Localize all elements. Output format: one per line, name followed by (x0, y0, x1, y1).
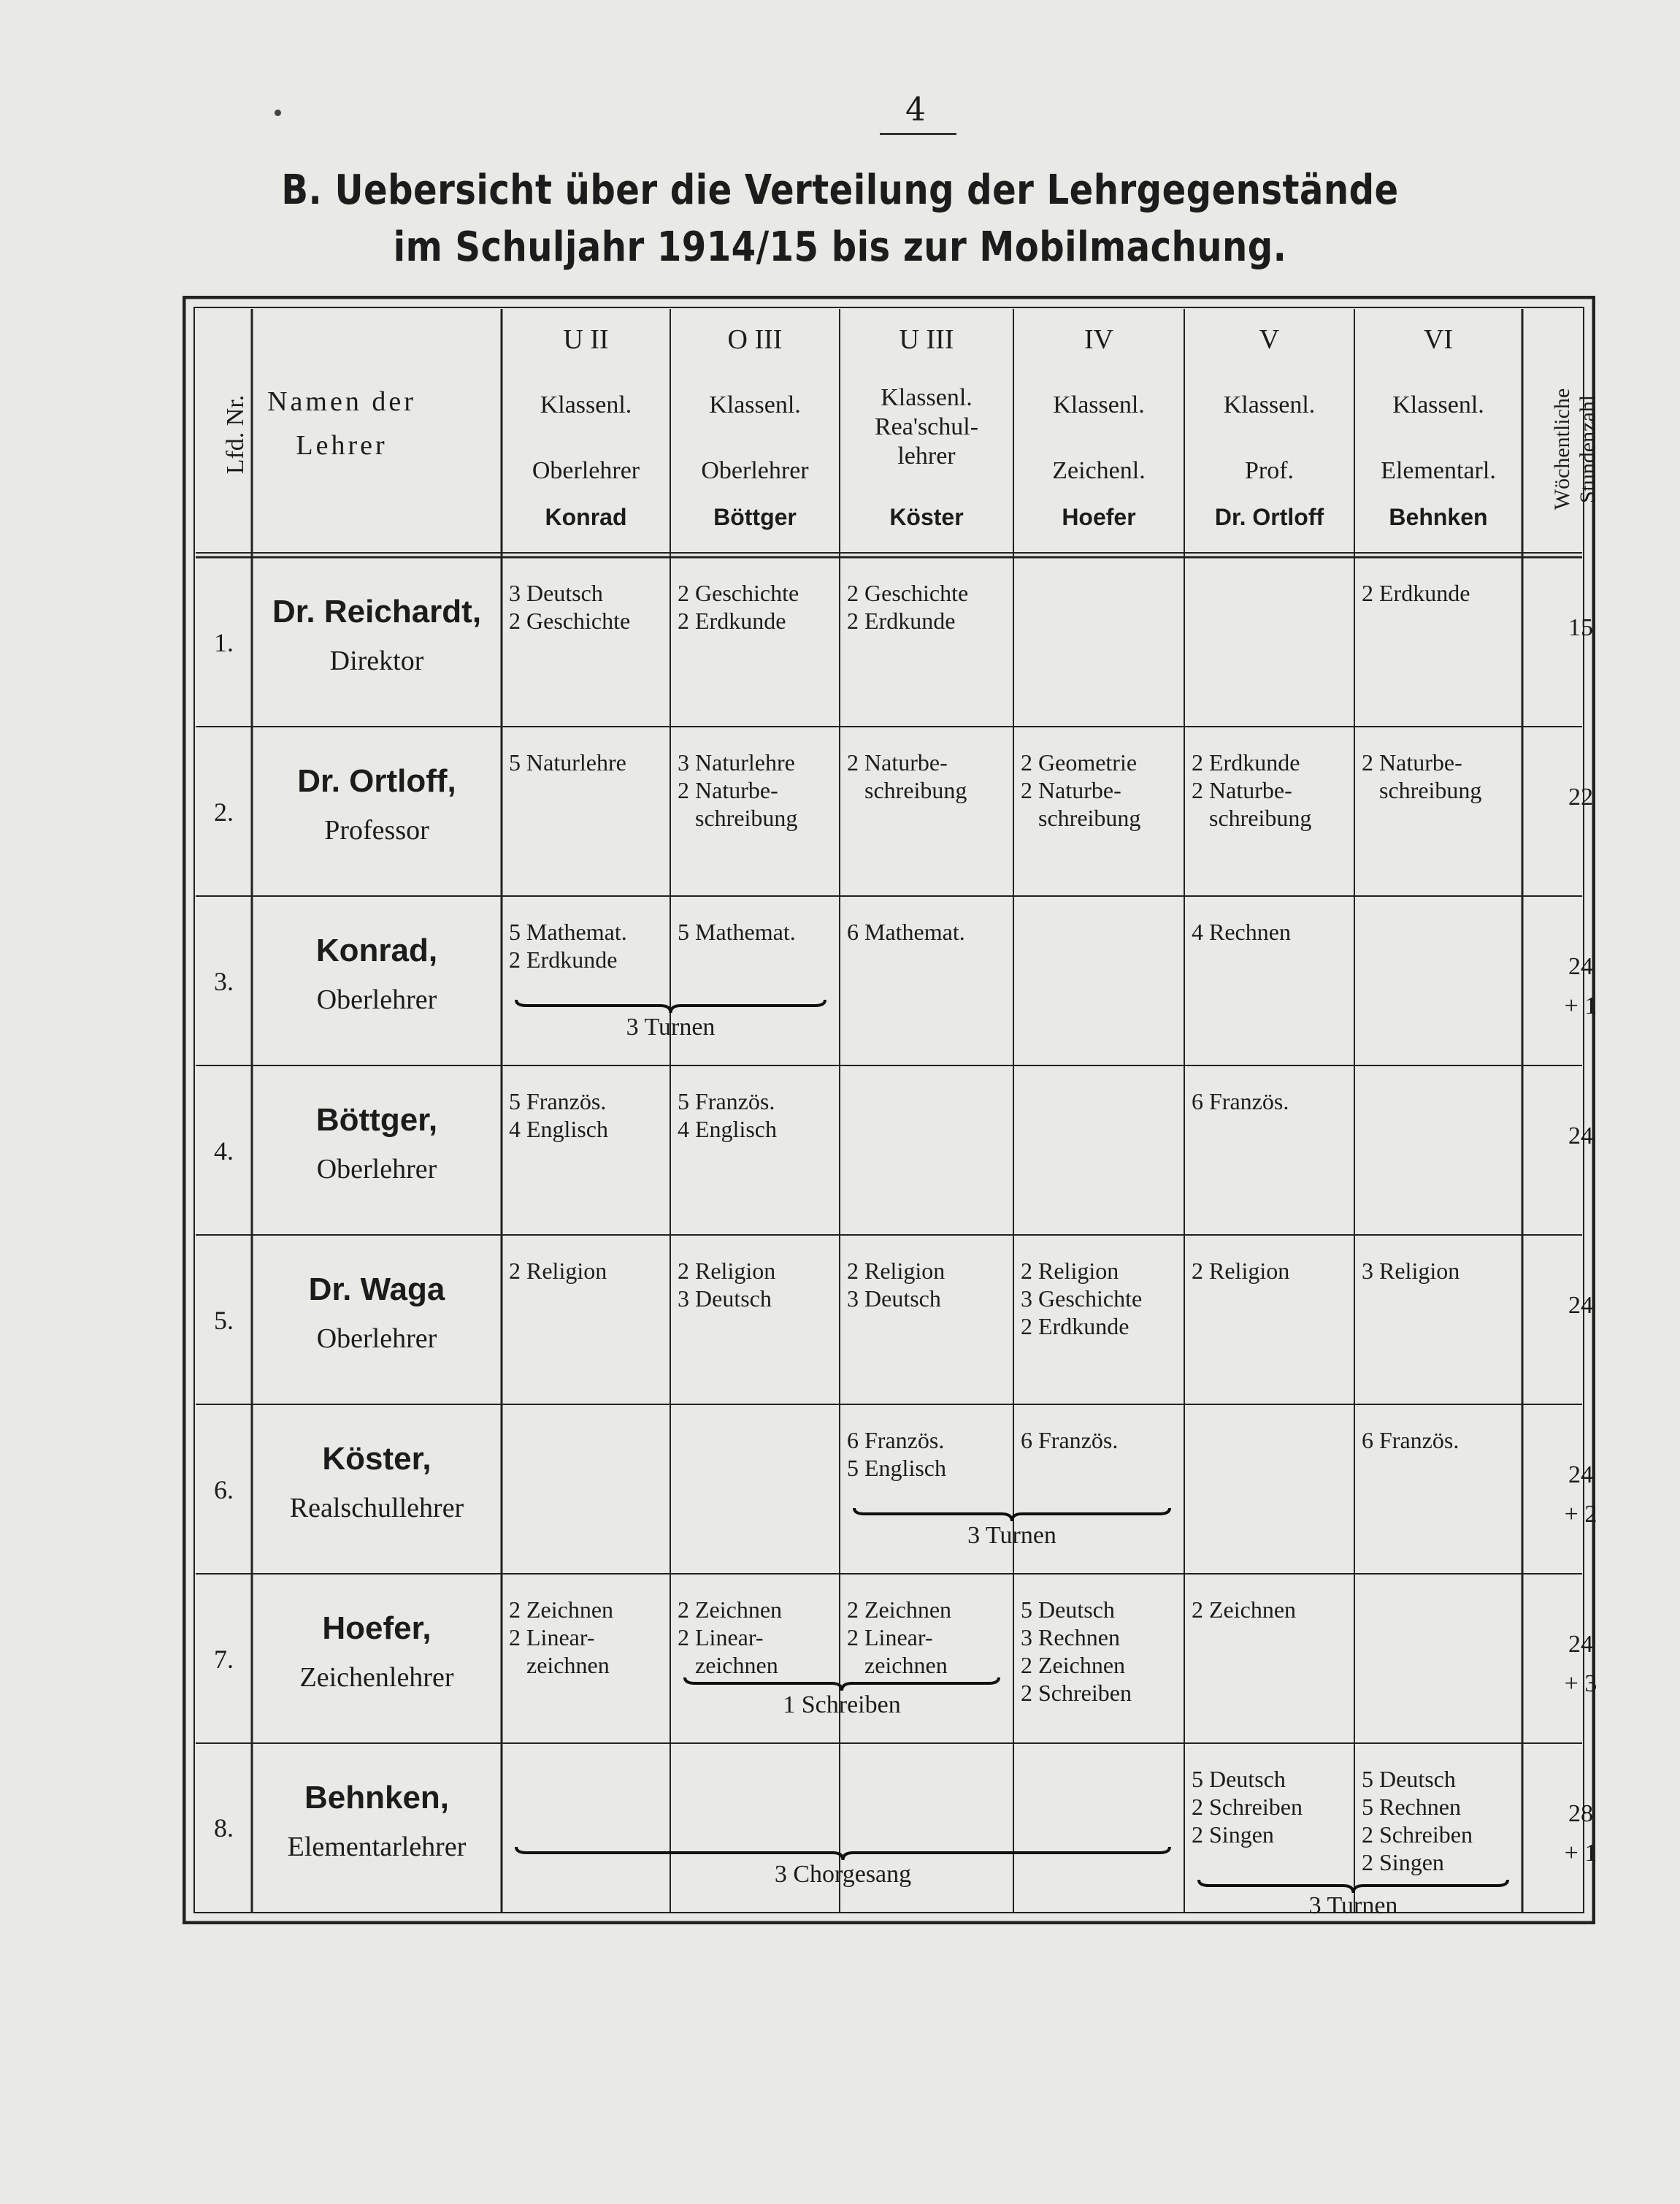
title-line-2: im Schuljahr 1914/15 bis zur Mobilmachung. (393, 223, 1287, 271)
teacher-role: Realschullehrer (289, 1493, 464, 1523)
shared-lesson: 3 Turnen (1308, 1892, 1398, 1919)
weekly-total: 24 + 1 (1564, 953, 1597, 1019)
weekly-total: 28 + 1 (1564, 1800, 1597, 1867)
class-teacher-name: Dr. Ortloff (1214, 504, 1324, 530)
subject-cell: 2 Religion 3 Deutsch (847, 1258, 946, 1312)
weekly-total: 22 (1568, 784, 1593, 811)
subject-cell: 2 Zeichnen (1192, 1596, 1297, 1623)
ink-dot (275, 110, 281, 116)
class-teacher-name: Böttger (713, 504, 797, 530)
subject-cell: 5 Naturlehre (509, 749, 626, 776)
subject-cell: 5 Mathemat. (678, 919, 796, 945)
header-names-line1: Namen der (267, 386, 416, 417)
subject-cell: 6 Französ. (1362, 1427, 1460, 1453)
subject-cell: 2 Geometrie 2 Naturbe- schreibung (1021, 749, 1141, 831)
shared-lesson: 3 Chorgesang (774, 1861, 912, 1888)
row-number: 6. (214, 1475, 234, 1504)
header-names-line2: Lehrer (296, 430, 388, 461)
class-teacher-name: Konrad (545, 504, 627, 530)
subject-cell: 2 Zeichnen 2 Linear- zeichnen (509, 1596, 614, 1678)
title-line-1: B. Uebersicht über die Verteilung der Lehrgegenstände (281, 167, 1399, 214)
class-teacher-title: Prof. (1244, 457, 1294, 484)
subject-cell: 2 Erdkunde 2 Naturbe- schreibung (1192, 749, 1312, 831)
subject-cell: 6 Französ. (1192, 1088, 1289, 1114)
subject-cell: 2 Zeichnen 2 Linear- zeichnen (847, 1596, 952, 1678)
row-number: 8. (214, 1813, 234, 1843)
header-total-line2: Stundenzahl (1576, 394, 1600, 504)
teacher-name: Konrad, (315, 933, 438, 968)
brace-mark (516, 1847, 1170, 1860)
class-teacher-title: Oberlehrer (532, 457, 640, 484)
class-name: V (1259, 324, 1280, 355)
subject-cell: 2 Geschichte 2 Erdkunde (847, 580, 969, 634)
class-teacher-name: Köster (889, 504, 964, 530)
teacher-name: Dr. Waga (308, 1271, 445, 1307)
subject-cell: 2 Religion (509, 1258, 607, 1284)
subject-cell: 2 Zeichnen 2 Linear- zeichnen (678, 1596, 783, 1678)
teacher-name: Dr. Reichardt, (272, 594, 482, 630)
row-number: 3. (214, 967, 234, 996)
weekly-total: 24 + 2 (1564, 1461, 1597, 1528)
row-number: 4. (214, 1136, 234, 1166)
shared-lesson: 3 Turnen (626, 1014, 716, 1041)
class-teacher-title: Klassenl. (881, 384, 973, 411)
header-total-line1: Wöchentliche (1550, 388, 1574, 510)
teacher-role: Zeichenlehrer (299, 1662, 454, 1693)
class-teacher-title: Zeichenl. (1052, 457, 1146, 484)
subject-cell: 5 Deutsch 5 Rechnen 2 Schreiben 2 Singen (1362, 1766, 1473, 1875)
teacher-name: Behnken, (304, 1780, 450, 1815)
teacher-role: Oberlehrer (316, 1154, 437, 1185)
class-name: O III (727, 324, 783, 355)
subject-cell: 5 Deutsch 2 Schreiben 2 Singen (1192, 1766, 1303, 1848)
subject-cell: 3 Naturlehre 2 Naturbe- schreibung (678, 749, 798, 831)
row-number: 5. (214, 1306, 234, 1335)
teacher-name: Böttger, (315, 1102, 438, 1138)
brace-mark (685, 1677, 999, 1691)
subject-cell: 2 Naturbe- schreibung (1362, 749, 1482, 803)
teacher-role: Elementarlehrer (287, 1832, 467, 1862)
subject-cell: 2 Naturbe- schreibung (847, 749, 967, 803)
class-teacher-title: Klassenl. (1053, 391, 1145, 418)
distribution-table (183, 296, 1600, 1924)
class-teacher-name: Behnken (1389, 504, 1488, 530)
subject-cell: 3 Deutsch 2 Geschichte (509, 580, 631, 634)
subject-cell: 5 Mathemat. 2 Erdkunde (509, 919, 627, 973)
subject-cell: 6 Mathemat. (847, 919, 965, 945)
teacher-name: Köster, (322, 1441, 431, 1477)
weekly-total: 24 + 3 (1564, 1631, 1597, 1697)
class-teacher-title: Klassenl. (1392, 391, 1484, 418)
subject-cell: 3 Religion (1362, 1258, 1460, 1284)
teacher-role: Direktor (329, 646, 424, 676)
subject-cell: 2 Erdkunde (1362, 580, 1470, 606)
class-name: VI (1423, 324, 1454, 355)
teacher-role: Oberlehrer (316, 1323, 437, 1354)
class-name: U II (563, 324, 609, 355)
page-number-rule (880, 133, 956, 135)
brace-mark (854, 1508, 1170, 1521)
subject-cell: 2 Religion 3 Deutsch (678, 1258, 776, 1312)
shared-lesson: 1 Schreiben (783, 1691, 901, 1718)
class-teacher-title: Elementarl. (1381, 457, 1496, 484)
row-number: 2. (214, 797, 234, 827)
shared-lesson: 3 Turnen (967, 1522, 1056, 1549)
subject-cell: 2 Religion 3 Geschichte 2 Erdkunde (1021, 1258, 1143, 1339)
class-teacher-title: Klassenl. (709, 391, 801, 418)
subject-cell: 2 Religion (1192, 1258, 1290, 1284)
weekly-total: 24 (1568, 1122, 1593, 1149)
page-number: 4 (905, 91, 926, 129)
teacher-role: Oberlehrer (316, 984, 437, 1015)
subject-cell: 6 Französ. (1021, 1427, 1119, 1453)
class-teacher-name: Hoefer (1062, 504, 1136, 530)
subject-cell: 2 Geschichte 2 Erdkunde (678, 580, 799, 634)
row-number: 1. (214, 628, 234, 657)
class-name: U III (899, 324, 954, 355)
subject-cell: 5 Deutsch 3 Rechnen 2 Zeichnen 2 Schreiben (1021, 1596, 1132, 1706)
subject-cell: 5 Französ. 4 Englisch (678, 1088, 777, 1142)
class-teacher-title: Oberlehrer (701, 457, 809, 484)
weekly-total: 24 (1568, 1292, 1593, 1319)
subject-cell: 6 Französ. 5 Englisch (847, 1427, 946, 1481)
subject-cell: 5 Französ. 4 Englisch (509, 1088, 608, 1142)
row-number: 7. (214, 1645, 234, 1674)
header-lfd-nr: Lfd. Nr. (222, 394, 249, 475)
teacher-name: Dr. Ortloff, (297, 763, 456, 799)
class-teacher-title: lehrer (897, 443, 956, 470)
class-teacher-title: Rea'schul- (874, 413, 979, 440)
subject-cell: 4 Rechnen (1192, 919, 1291, 945)
teacher-role: Professor (324, 815, 429, 846)
class-teacher-title: Klassenl. (1223, 391, 1316, 418)
class-name: IV (1083, 324, 1114, 355)
class-teacher-title: Klassenl. (540, 391, 632, 418)
weekly-total: 15 (1568, 614, 1593, 641)
teacher-name: Hoefer, (322, 1610, 431, 1646)
